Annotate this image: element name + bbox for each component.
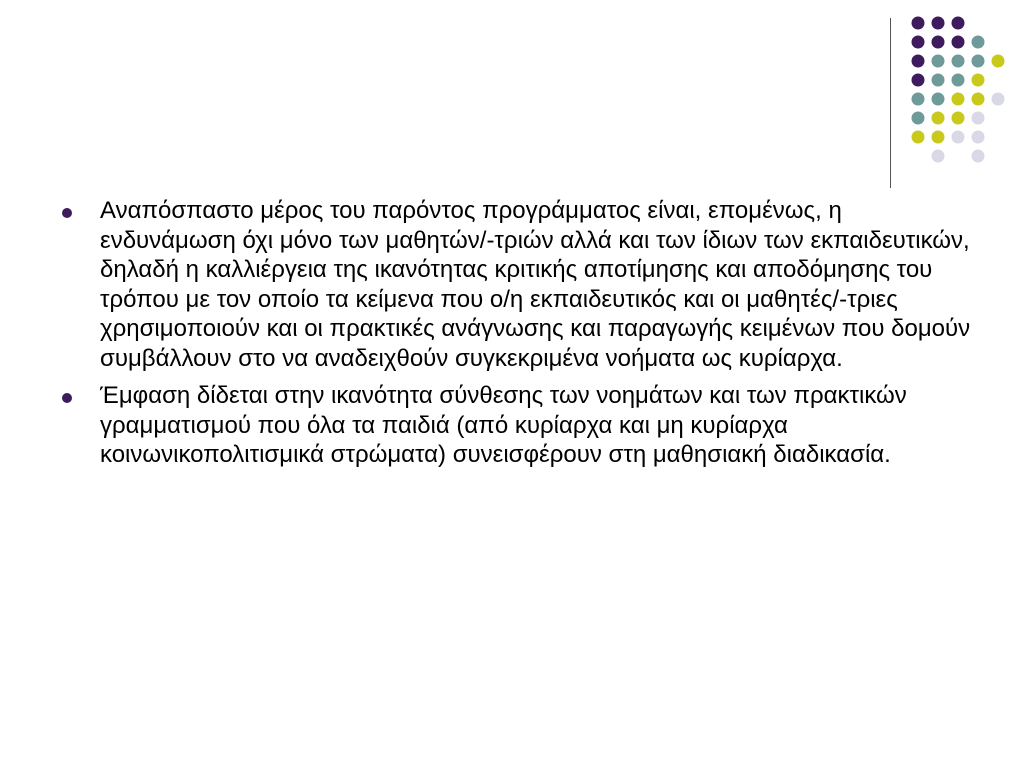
decorative-dot	[952, 17, 965, 30]
decorative-dot	[932, 150, 945, 163]
decorative-dot	[912, 36, 925, 49]
decorative-dot	[952, 131, 965, 144]
decorative-dot	[952, 36, 965, 49]
bullet-item	[58, 381, 978, 470]
decorative-dot	[972, 150, 985, 163]
decorative-dot	[912, 17, 925, 30]
decorative-dot	[912, 112, 925, 125]
bullet-text: Έμφαση δίδεται στην ικανότητα σύνθεσης των νοημάτων και των πρακτικών γραμματισμού που όλα τα παιδιά (από κυρίαρχα και μη κυρίαρχα κοινωνικοπολιτισμικά στρώματα) συνεισφέρουν στη μαθησιακή διαδικασία.	[100, 382, 907, 468]
decorative-dot	[972, 55, 985, 68]
decorative-dot	[972, 36, 985, 49]
bullet-dot-icon	[62, 208, 72, 218]
decorative-dot	[952, 55, 965, 68]
decorative-dot	[972, 74, 985, 87]
bullet-item	[58, 196, 978, 373]
bullet-text: Αναπόσπαστο μέρος του παρόντος προγράμματος είναι, επομένως, η ενδυνάμωση όχι μόνο των μαθητών/-τριών αλλά και των ίδιων των εκπαιδευτικών, δηλαδή η καλλιέργεια της ικανότητας κριτικής αποτίμησης και αποδόμησης του τρόπου με τον οποίο τα κείμενα που ο/η εκπαιδευτικός και οι μαθητές/-τριες χρησιμοποιούν και οι πρακτικές ανάγνωσης και παραγωγής κειμένων που δομούν συμβάλλουν στο να αναδειχθούν συγκεκριμένα νοήματα ως κυρίαρχα.	[100, 197, 971, 372]
decorative-dot	[952, 74, 965, 87]
decorative-dot	[912, 55, 925, 68]
decorative-dot-grid	[0, 0, 1024, 200]
decorative-dot	[912, 93, 925, 106]
decorative-dot	[932, 112, 945, 125]
decorative-dot	[992, 93, 1005, 106]
decorative-dot	[932, 131, 945, 144]
decorative-dot	[932, 55, 945, 68]
decorative-dot	[972, 93, 985, 106]
decorative-dot	[932, 36, 945, 49]
bullet-list	[58, 196, 978, 478]
vertical-divider-line	[890, 18, 891, 188]
decorative-dot	[912, 131, 925, 144]
decorative-dot	[952, 93, 965, 106]
decorative-dot	[912, 74, 925, 87]
bullet-dot-icon	[62, 393, 72, 403]
decorative-dot	[992, 55, 1005, 68]
decorative-dot	[972, 112, 985, 125]
decorative-dot	[972, 131, 985, 144]
decorative-dot	[932, 93, 945, 106]
decorative-dot	[952, 112, 965, 125]
decorative-dot	[932, 17, 945, 30]
decorative-dot	[932, 74, 945, 87]
